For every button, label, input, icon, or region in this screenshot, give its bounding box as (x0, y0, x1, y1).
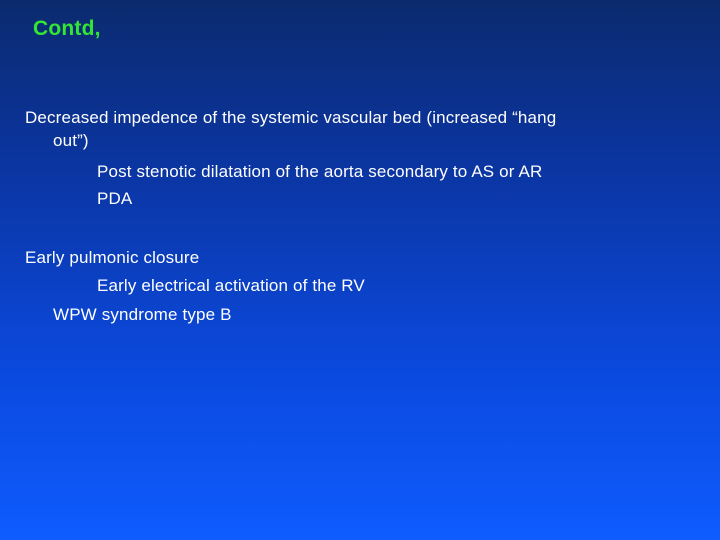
slide-title: Contd, (33, 17, 101, 40)
text-line: Post stenotic dilatation of the aorta secondary to AS or AR (97, 162, 543, 181)
text-line: Early electrical activation of the RV (97, 276, 365, 295)
text-line: PDA (97, 189, 133, 208)
text-line: Decreased impedence of the systemic vascular bed (increased “hang (25, 108, 557, 127)
text-line: out”) (53, 131, 89, 150)
text-line: Early pulmonic closure (25, 248, 200, 267)
text-line: WPW syndrome type B (53, 305, 232, 324)
